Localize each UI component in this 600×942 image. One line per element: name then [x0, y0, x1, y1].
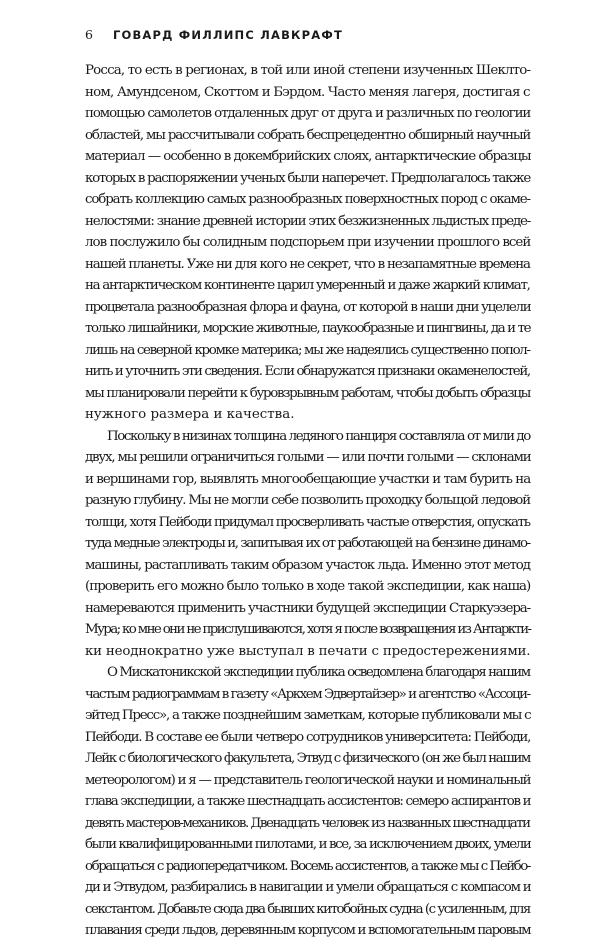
- text-line: ки неоднократно уже выступал в печати с предостережениями.: [85, 643, 531, 659]
- text-line: лов послужило бы солидным подспорьем при изучении прошлого всей: [85, 235, 531, 250]
- paragraph: [85, 60, 530, 426]
- text-line: обращаться с радиопередатчиком. Восемь ассистентов, а также мы с Пейбо-: [85, 858, 530, 874]
- text-line: были квалифицированными пилотами, и все, за исключением двоих, умели: [85, 837, 531, 852]
- text-line: эйтед Пресс», а также позднейшим заметкам, которые публиковали мы с: [85, 708, 531, 723]
- text-line: двух, мы решили ограничиться голыми — или почти голыми — склонами: [85, 450, 531, 465]
- page-number: 6: [85, 27, 93, 42]
- text-line: (проверить его можно было только в ходе такой экспедиции, как наша): [85, 579, 531, 594]
- text-line: девять мастеров-механиков. Двенадцать человек из названных шестнадцати: [85, 815, 530, 831]
- text-line: только лишайники, морские животные, паукообразные и пингвины, да и те: [85, 321, 531, 336]
- text-line: лишь на северной кромке материка; мы же надеялись существенно попол-: [85, 342, 530, 358]
- text-line: разную глубину. Мы не могли себе позволить проходку больщой ледовой: [85, 493, 530, 508]
- text-line: Лейк с биологического факультета, Этвуд с физического (он же был нашим: [85, 751, 530, 766]
- text-line: машины, растапливать таким образом участок льда. Именно этот метод: [85, 557, 530, 573]
- text-line: на антарктическом континенте царил умеренный и даже жаркий климат,: [85, 278, 530, 293]
- text-line: намереваются применить участники будущей экспедиции Старкуэзера-: [85, 600, 531, 616]
- text-line: Поскольку в низинах толщина ледяного панциря составляла от мили до: [107, 428, 530, 444]
- text-line: областей, мы рассчитывали собрать беспрецедентно обширный научный: [85, 127, 531, 143]
- text-line: нелостями: знание древней истории этих безжизненных льдистых преде-: [85, 213, 531, 229]
- text-line: мы планировали перейти к буровзрывным работам, чтобы добыть образцы: [85, 385, 530, 401]
- text-line: материал — особенно в докембрийских слоях, антарктические образцы: [85, 149, 531, 164]
- text-line: Пейбоди. В составе ее были четверо сотрудников университета: Пейбоди,: [85, 729, 531, 745]
- running-title: ГОВАРД ФИЛЛИПС ЛАВКРАФТ: [112, 28, 344, 42]
- text-line: которых в распоряжении ученых были наперечет. Предполагалось также: [85, 170, 530, 186]
- text-line: туда медные электроды и, запитывая их от работающей на бензине динамо-: [85, 536, 530, 551]
- text-line: и вершинами гор, выявлять многообещающие участки и там бурить на: [85, 471, 531, 487]
- body-text: [85, 60, 531, 938]
- paragraph: [85, 662, 530, 942]
- text-line: глава экспедиции, а также шестнадцать ассистентов: семеро аспирантов и: [85, 794, 531, 809]
- running-head: [85, 27, 525, 45]
- text-line: ном, Амундсеном, Скоттом и Бэрдом. Часто меняя лагеря, достигая с: [85, 84, 530, 100]
- text-line: нашей планеты. Уже ни для кого не секрет, что в незапамятные времена: [85, 256, 530, 272]
- text-line: собрать коллекцию самых разнообразных поверхностных пород с окаме-: [85, 192, 530, 207]
- text-line: частым радиограммам в газету «Аркхем Эдвертайзер» и агентство «Ассоци-: [85, 686, 530, 702]
- text-line: толщи, хотя Пейбоди придумал просверливать частые отверстия, опускать: [85, 514, 530, 530]
- text-line: ди и Этвудом, разбирались в навигации и умели обращаться с компасом и: [85, 880, 531, 895]
- text-line: помощью самолетов отдаленных друг от друга и различных по геологии: [85, 106, 531, 121]
- text-line: плавания среди льдов, деревянным корпусом и вспомогательным паровым: [85, 923, 531, 938]
- text-line: нужного размера и качества.: [85, 407, 295, 422]
- text-line: метеорологом) и я — представитель геологической науки и номинальный: [85, 772, 531, 788]
- text-line: Росса, то есть в регионах, в той или иной степени изученных Шеклто-: [85, 63, 531, 78]
- text-line: нить и уточнить эти сведения. Если обнаружатся признаки окаменелостей,: [85, 364, 530, 379]
- text-line: О Мискатоникской экспедиции публика осведомлена благодаря нашим: [107, 665, 530, 680]
- paragraph: [85, 426, 530, 663]
- text-line: Мура; ко мне они не прислушиваются, хотя я после возвращения из Антаркти-: [85, 622, 531, 637]
- text-line: процветала разнообразная флора и фауна, от которой в наши дни уцелели: [85, 299, 531, 315]
- text-line: секстантом. Добавьте сюда два бывших китобойных судна (с усиленным, для: [85, 901, 530, 917]
